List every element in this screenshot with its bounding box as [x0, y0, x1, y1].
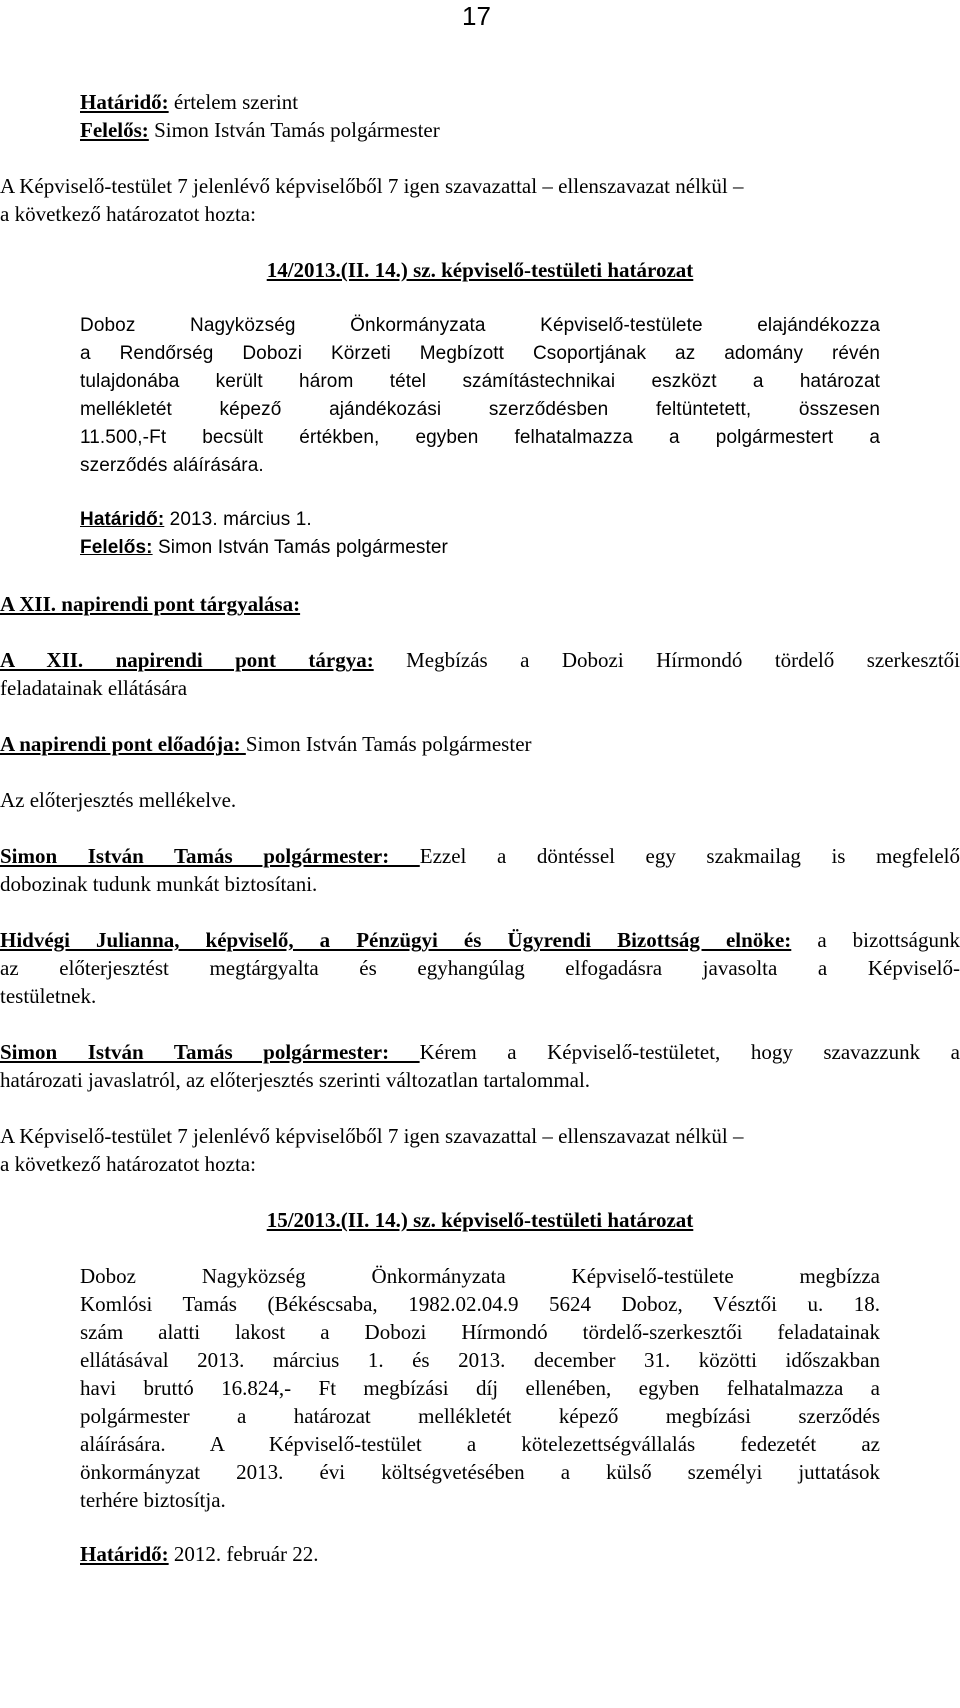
resolution-line: mellékletét képező ajándékozási szerződésben feltüntetett, összesen: [80, 399, 880, 420]
deadline-label: Határidő:: [80, 1542, 169, 1566]
responsible-value: Simon István Tamás polgármester: [152, 537, 448, 558]
resolution-line: aláírására. A Képviselő-testület a kötelezettségvállalás fedezetét az: [80, 1432, 880, 1456]
speech-mayor-1: [0, 842, 960, 898]
speech-text: a bizottságunk: [791, 928, 960, 952]
speech-text: az előterjesztést megtárgyalta és egyhangúlag elfogadásra javasolta a Képviselő-: [0, 956, 960, 980]
resolution-line: Doboz Nagyközség Önkormányzata Képviselő-testülete megbízza: [80, 1264, 880, 1288]
resolution-line: 11.500,-Ft becsült értékben, egyben felhatalmazza a polgármestert a: [80, 427, 880, 448]
resolution-line: önkormányzat 2013. évi költségvetésében a külső személyi juttatások: [80, 1460, 880, 1484]
vote-line: a következő határozatot hozta:: [0, 1152, 256, 1176]
resolution-line: szerződés aláírására.: [80, 455, 264, 476]
resolution-line: havi bruttó 16.824,- Ft megbízási díj ellenében, egyben felhatalmazza a: [80, 1376, 880, 1400]
speech-mayor-2: [0, 1038, 960, 1094]
resolution-14-title: 14/2013.(II. 14.) sz. képviselő-testületi határozat: [266, 258, 694, 282]
presenter-value: Simon István Tamás polgármester: [245, 732, 532, 756]
agenda-heading: A XII. napirendi pont tárgyalása:: [0, 592, 301, 616]
speech-hidvegi: [0, 926, 960, 1010]
agenda-subject-text: feladatainak ellátására: [0, 676, 188, 700]
vote-line: A Képviselő-testület 7 jelenlévő képviselőből 7 igen szavazattal – ellenszavazat nélkül –: [0, 174, 744, 198]
resolution-14-body: [80, 312, 880, 480]
deadline-block: [80, 88, 960, 144]
resolution-line: a Rendőrség Dobozi Körzeti Megbízott Csoportjának az adomány révén: [80, 343, 880, 364]
resolution-line: Komlósi Tamás (Békéscsaba, 1982.02.04.9 5624 Doboz, Vésztői u. 18.: [80, 1292, 880, 1316]
agenda-subject-text: Megbízás a Dobozi Hírmondó tördelő szerkesztői: [373, 648, 960, 672]
vote-statement-2: [0, 1122, 960, 1178]
resolution-line: polgármester a határozat mellékletét képező megbízási szerződés: [80, 1404, 880, 1428]
resolution-15-body: [80, 1262, 880, 1514]
resolution-line: terhére biztosítja.: [80, 1488, 226, 1512]
speaker-name: Simon István Tamás polgármester:: [0, 1040, 420, 1064]
deadline-value: 2013. március 1.: [164, 509, 312, 530]
resolution-line: szám alatti lakost a Dobozi Hírmondó tördelő-szerkesztői feladatainak: [80, 1320, 880, 1344]
agenda-subject-label: A XII. napirendi pont tárgya:: [0, 648, 374, 672]
deadline-value: 2012. február 22.: [168, 1542, 319, 1566]
resolution-line: tulajdonába került három tétel számítástechnikai eszközt a határozat: [80, 371, 880, 392]
responsible-value: Simon István Tamás polgármester: [148, 118, 440, 142]
agenda-subject: [0, 646, 960, 702]
vote-line: a következő határozatot hozta:: [0, 202, 256, 226]
speech-text: Kérem a Képviselő-testületet, hogy szavazzunk a: [419, 1040, 960, 1064]
speech-text: határozati javaslatról, az előterjesztés szerinti változatlan tartalommal.: [0, 1068, 591, 1092]
presenter-label: A napirendi pont előadója:: [0, 732, 246, 756]
agenda-presenter: [0, 730, 880, 758]
deadline-value: értelem szerint: [168, 90, 299, 114]
page-number: 17: [462, 1, 491, 31]
speech-text: Ezzel a döntéssel egy szakmailag is megfelelő: [419, 844, 960, 868]
deadline-label: Határidő:: [80, 90, 169, 114]
vote-statement: [0, 172, 960, 228]
speech-text: testületnek.: [0, 984, 97, 1008]
speech-text: dobozinak tudunk munkát biztosítani.: [0, 872, 318, 896]
resolution-14-deadline: [80, 506, 960, 562]
resolution-line: ellátásával 2013. március 1. és 2013. december 31. közötti időszakban: [80, 1348, 880, 1372]
resolution-15-deadline: [80, 1540, 960, 1568]
responsible-label: Felelős:: [80, 118, 149, 142]
speaker-name: Hidvégi Julianna, képviselő, a Pénzügyi és Ügyrendi Bizottság elnöke:: [0, 928, 792, 952]
resolution-line: Doboz Nagyközség Önkormányzata Képviselő-testülete elajándékozza: [80, 315, 880, 336]
attachment-note: Az előterjesztés mellékelve.: [0, 788, 237, 812]
vote-line: A Képviselő-testület 7 jelenlévő képviselőből 7 igen szavazattal – ellenszavazat nélkül –: [0, 1124, 744, 1148]
responsible-label: Felelős:: [80, 537, 153, 558]
speaker-name: Simon István Tamás polgármester:: [0, 844, 420, 868]
deadline-label: Határidő:: [80, 509, 165, 530]
resolution-15-title: 15/2013.(II. 14.) sz. képviselő-testületi határozat: [266, 1208, 694, 1232]
